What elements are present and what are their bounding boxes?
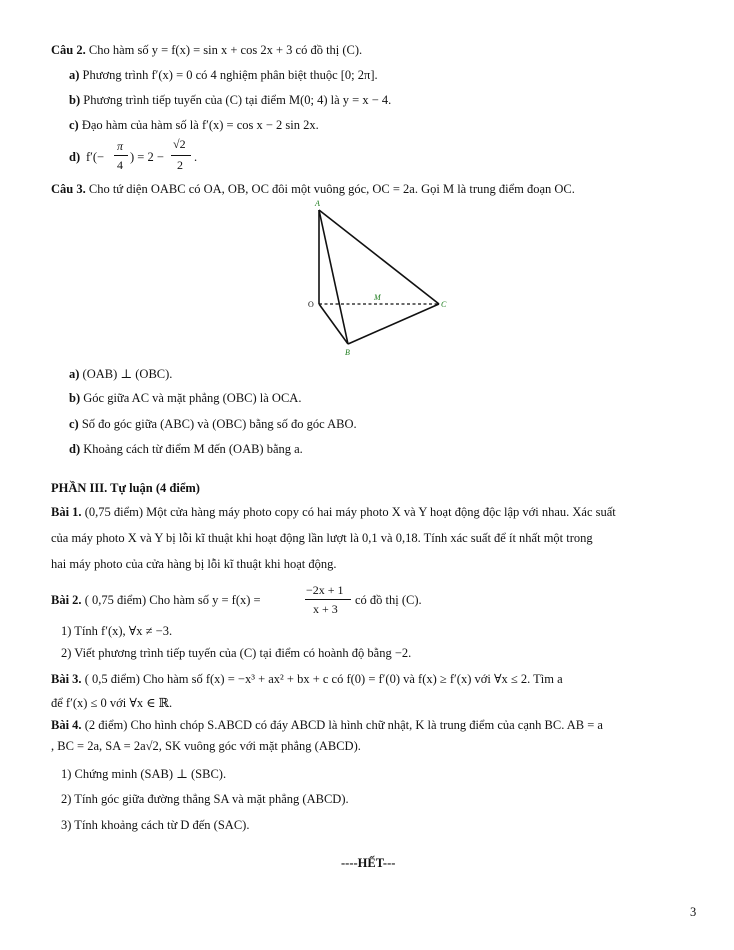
bai4-text-1: (2 điểm) Cho hình chóp S.ABCD có đáy ABCD là hình chữ nhật, K là trung điểm của cạnh BC. AB = a: [84, 718, 603, 732]
bai2-frac-bar: [305, 599, 351, 600]
q2-d-left: f′(−: [86, 150, 105, 164]
bai2-stem-b: có đồ thị (C).: [355, 593, 422, 607]
bai3-text-1: ( 0,5 điểm) Cho hàm số f(x) = −x³ + ax² + bx + c có f(0) = f′(0) và f(x) ≥ f′(x) với ∀x ≤ 2. Tìm a: [84, 672, 563, 686]
q3-b-text: Góc giữa AC và mặt phẳng (OBC) là OCA.: [83, 391, 302, 405]
q2-d-frac-den-2: 2: [177, 158, 183, 172]
q3-d-label: d): [69, 442, 81, 456]
q2-d-end: .: [194, 150, 198, 164]
label-A: A: [315, 199, 320, 208]
q2-a-text: Phương trình f′(x) = 0 có 4 nghiệm phân biệt thuộc [0; 2π].: [82, 68, 378, 82]
bai4-line1: [51, 718, 603, 733]
q2-d-frac-bar-2: [171, 155, 191, 156]
bai3-line1: [51, 671, 563, 687]
bai4-line2: , BC = 2a, SA = 2a√2, SK vuông góc với mặt phẳng (ABCD).: [51, 739, 361, 753]
label-O: O: [308, 300, 314, 309]
part3-title: PHẦN III. Tự luận (4 điểm): [51, 481, 200, 495]
q2-c-label: c): [69, 118, 79, 132]
q2-d-mid: ) = 2 −: [130, 150, 164, 164]
bai1-line1: [51, 505, 616, 520]
bai2-frac-den: x + 3: [313, 602, 338, 616]
page-number: 3: [690, 905, 697, 919]
bai4-item2: 2) Tính góc giữa đường thẳng SA và mặt phẳng (ABCD).: [61, 792, 349, 806]
q2-stem: Cho hàm số y = f(x) = sin x + cos 2x + 3 có đồ thị (C).: [88, 43, 363, 57]
q3-heading: Câu 3.: [51, 182, 86, 196]
edge-BC: [348, 304, 439, 344]
q2-d-frac-bar-1: [114, 155, 128, 156]
label-M: M: [374, 293, 381, 302]
q2-b-label: b): [69, 93, 81, 107]
q3-c-label: c): [69, 417, 79, 431]
q2-heading: Câu 2.: [51, 43, 86, 57]
q2-option-d-label: [69, 150, 80, 165]
bai2-frac-num: −2x + 1: [306, 583, 344, 597]
q3-a-label: a): [69, 367, 80, 381]
q2-a-label: a): [69, 68, 80, 82]
q2-d-frac-den: 4: [117, 158, 123, 172]
bai4-item1: 1) Chứng minh (SAB) ⊥ (SBC).: [61, 767, 227, 781]
q2-option-c: [69, 118, 319, 133]
q2-c-text: Đạo hàm của hàm số là f′(x) = cos x − 2 sin 2x.: [81, 118, 319, 132]
bai3-line2: để f′(x) ≤ 0 với ∀x ∈ ℝ.: [51, 696, 173, 710]
q2-option-a: [69, 68, 378, 83]
bai1-line2: của máy photo X và Y bị lỗi kĩ thuật khi hoạt động lần lượt là 0,1 và 0,18. Tính xác suất để ít nhất một trong: [51, 531, 593, 545]
q2-stem-line: [51, 43, 362, 58]
q3-d-text: Khoảng cách từ điểm M đến (OAB) bằng a.: [83, 442, 303, 456]
label-C: C: [441, 300, 447, 309]
q3-c-text: Số đo góc giữa (ABC) và (OBC) bằng số đo góc ABO.: [81, 417, 357, 431]
bai4-heading: Bài 4.: [51, 718, 82, 732]
q2-d-label: d): [69, 150, 81, 164]
bai3-heading: Bài 3.: [51, 672, 82, 686]
q3-b-label: b): [69, 391, 81, 405]
q3-option-b: [69, 391, 301, 406]
q3-option-a: [69, 366, 172, 382]
q3-option-d: [69, 442, 303, 457]
bai2-stem-a: ( 0,75 điểm) Cho hàm số y = f(x) =: [84, 593, 261, 607]
tetrahedron-figure: [300, 196, 460, 362]
bai2-item1: 1) Tính f′(x), ∀x ≠ −3.: [61, 624, 173, 638]
bai1-heading: Bài 1.: [51, 505, 82, 519]
q2-option-b: [69, 93, 391, 108]
bai2-item2: 2) Viết phương trình tiếp tuyến của (C) tại điểm có hoành độ bằng −2.: [61, 646, 412, 660]
end-mark: ----HẾT---: [341, 856, 396, 870]
q3-stem-line: [51, 182, 575, 197]
bai2-line1: [51, 593, 261, 608]
label-B: B: [345, 348, 350, 357]
q3-stem: Cho tứ diện OABC có OA, OB, OC đôi một vuông góc, OC = 2a. Gọi M là trung điểm đoạn OC.: [88, 182, 575, 196]
q2-d-sqrt: √2: [173, 137, 186, 151]
bai1-text-1: (0,75 điểm) Một cửa hàng máy photo copy có hai máy photo X và Y hoạt động độc lập với nhau. Xác suất: [84, 505, 616, 519]
q2-b-text: Phương trình tiếp tuyến của (C) tại điểm M(0; 4) là y = x − 4.: [83, 93, 392, 107]
bai2-heading: Bài 2.: [51, 593, 82, 607]
q3-option-c: [69, 417, 357, 432]
q2-d-frac-num: π: [117, 139, 124, 153]
bai4-item3: 3) Tính khoảng cách từ D đến (SAC).: [61, 818, 250, 832]
bai1-line3: hai máy photo của cửa hàng bị lỗi kĩ thuật khi hoạt động.: [51, 557, 337, 571]
q3-a-text: (OAB) ⊥ (OBC).: [82, 367, 173, 381]
